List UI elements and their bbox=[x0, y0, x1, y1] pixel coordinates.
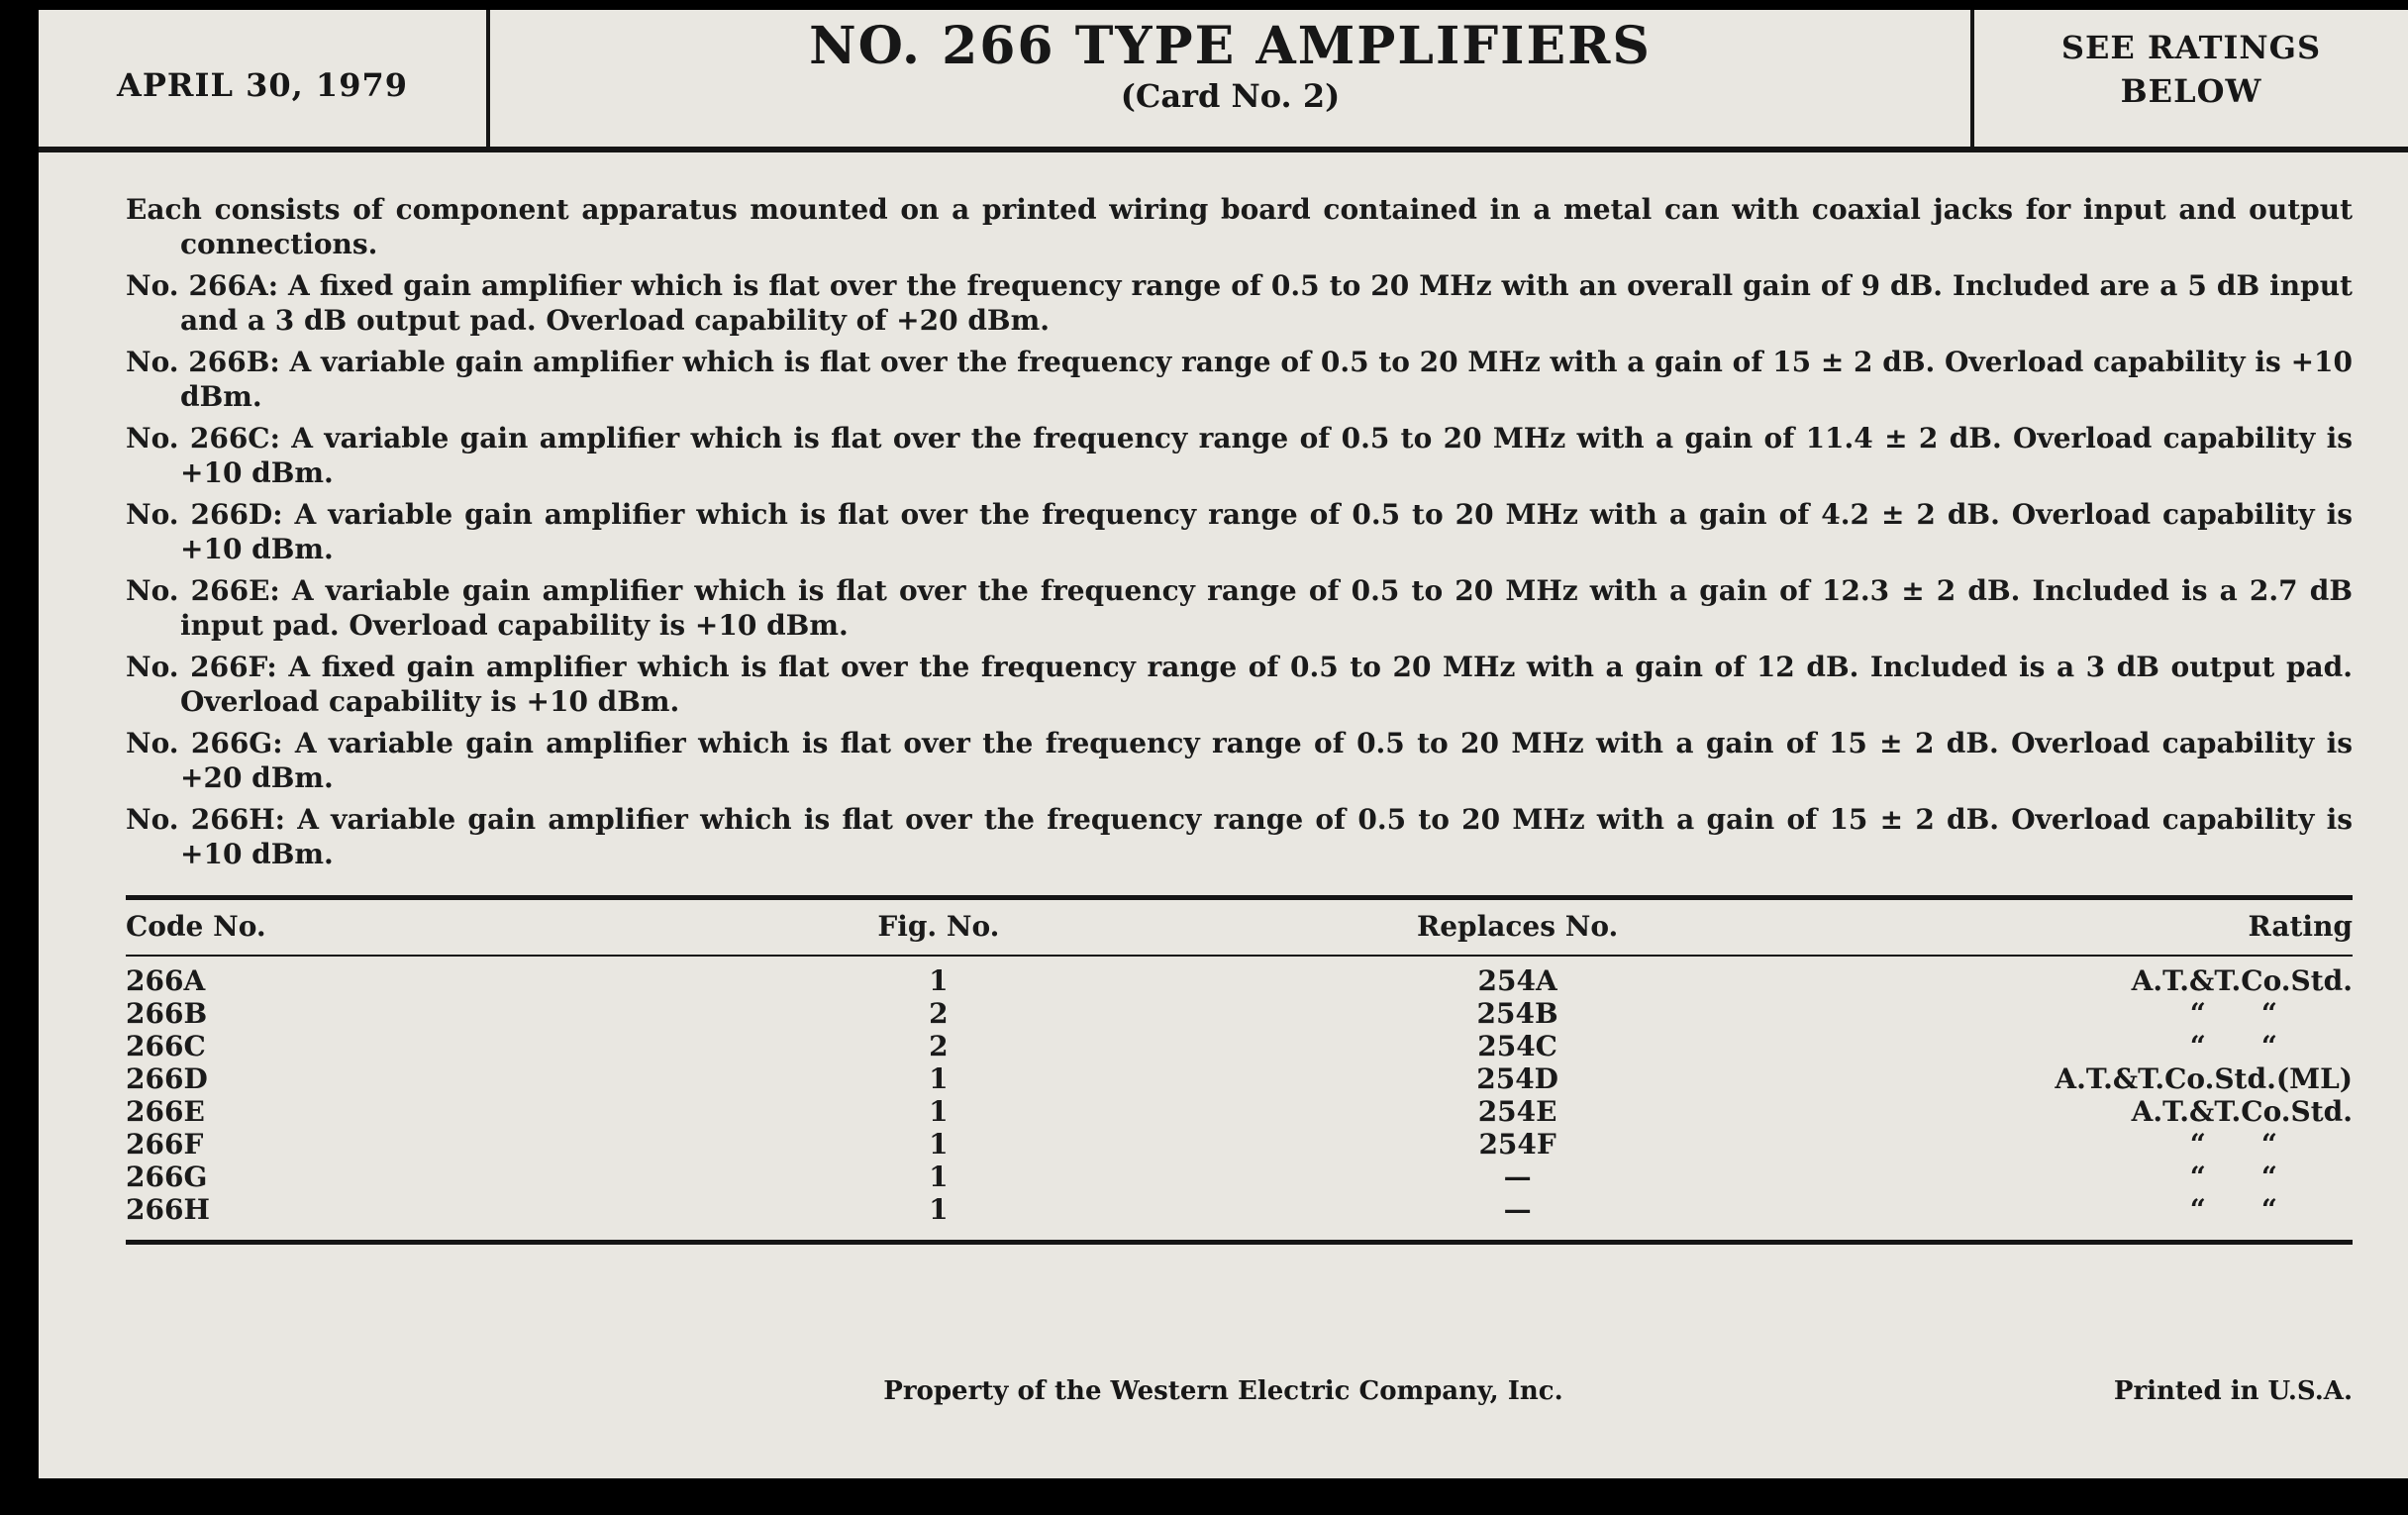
paragraph: No. 266A: A fixed gain amplifier which is flat over the frequency range of 0.5 to 20 MHz with an overall gain of 9 dB. Included are a 5 dB input and a 3 dB output pad. Overload capability of +20 dBm. bbox=[126, 269, 2353, 337]
body bbox=[39, 152, 2408, 1245]
footer bbox=[39, 1376, 2408, 1416]
ratings-note-line-2: BELOW bbox=[2120, 72, 2262, 110]
table-cell: 254D bbox=[1476, 1062, 1558, 1095]
column-header: Replaces No. bbox=[1217, 898, 1818, 957]
paper bbox=[39, 10, 2408, 1478]
table-cell: 2 bbox=[929, 1030, 949, 1062]
table-cell: “ “ bbox=[2189, 1128, 2277, 1161]
table-cell: 254F bbox=[1478, 1128, 1556, 1161]
paragraph: No. 266H: A variable gain amplifier which is flat over the frequency range of 0.5 to 20 MHz with a gain of 15 ± 2 dB. Overload capability is +10 dBm. bbox=[126, 803, 2353, 870]
page-subtitle: (Card No. 2) bbox=[1120, 77, 1341, 115]
table-row bbox=[126, 997, 2353, 1030]
printed-notice: Printed in U.S.A. bbox=[2113, 1376, 2353, 1406]
table-cell: 266C bbox=[126, 1030, 206, 1062]
table-cell: 266F bbox=[126, 1128, 204, 1161]
table-row bbox=[126, 1095, 2353, 1128]
header-title-cell bbox=[490, 10, 1970, 147]
table-head bbox=[126, 898, 2353, 957]
table-cell: 1 bbox=[929, 1062, 949, 1095]
table-row bbox=[126, 1128, 2353, 1161]
paragraphs bbox=[126, 192, 2353, 871]
table-row bbox=[126, 956, 2353, 997]
table-cell: 254B bbox=[1476, 997, 1558, 1030]
header-date-cell bbox=[39, 10, 490, 147]
table-cell: 266H bbox=[126, 1193, 210, 1226]
column-header: Fig. No. bbox=[660, 898, 1217, 957]
table-row bbox=[126, 1161, 2353, 1193]
date-text: APRIL 30, 1979 bbox=[117, 66, 408, 104]
table-cell: 266E bbox=[126, 1095, 205, 1128]
table-cell: “ “ bbox=[2189, 1193, 2277, 1226]
paragraph: No. 266F: A fixed gain amplifier which is flat over the frequency range of 0.5 to 20 MHz with a gain of 12 dB. Included is a 3 dB output pad. Overload capability is +10 dBm. bbox=[126, 651, 2353, 718]
table-cell: 266G bbox=[126, 1161, 208, 1193]
table-cell: A.T.&T.Co.Std. bbox=[2131, 964, 2353, 997]
ratings-note-line-1: SEE RATINGS bbox=[2060, 29, 2322, 66]
table-cell: 1 bbox=[929, 1161, 949, 1193]
table-cell: 1 bbox=[929, 1095, 949, 1128]
table-cell: 1 bbox=[929, 964, 949, 997]
table-row bbox=[126, 1062, 2353, 1095]
paragraph: No. 266C: A variable gain amplifier which is flat over the frequency range of 0.5 to 20 MHz with a gain of 11.4 ± 2 dB. Overload capability is +10 dBm. bbox=[126, 422, 2353, 489]
table-cell: A.T.&T.Co.Std. bbox=[2131, 1095, 2353, 1128]
table-cell: 1 bbox=[929, 1193, 949, 1226]
table-row bbox=[126, 1193, 2353, 1243]
table-cell: 266D bbox=[126, 1062, 208, 1095]
paragraph: No. 266B: A variable gain amplifier which is flat over the frequency range of 0.5 to 20 MHz with a gain of 15 ± 2 dB. Overload capability is +10 dBm. bbox=[126, 346, 2353, 413]
table-row bbox=[126, 1030, 2353, 1062]
table-cell: 266A bbox=[126, 964, 206, 997]
table-cell: “ “ bbox=[2189, 997, 2277, 1030]
page-title: NO. 266 TYPE AMPLIFIERS bbox=[809, 16, 1652, 76]
table-cell: 254E bbox=[1477, 1095, 1557, 1128]
table-body bbox=[126, 956, 2353, 1243]
paragraph: No. 266E: A variable gain amplifier which is flat over the frequency range of 0.5 to 20 MHz with a gain of 12.3 ± 2 dB. Included is a 2.7 dB input pad. Overload capability is +10 dBm. bbox=[126, 574, 2353, 642]
paragraph: No. 266D: A variable gain amplifier which is flat over the frequency range of 0.5 to 20 MHz with a gain of 4.2 ± 2 dB. Overload capability is +10 dBm. bbox=[126, 498, 2353, 565]
column-header: Code No. bbox=[126, 898, 660, 957]
table-cell: “ “ bbox=[2189, 1030, 2277, 1062]
paragraph: No. 266G: A variable gain amplifier which is flat over the frequency range of 0.5 to 20 MHz with a gain of 15 ± 2 dB. Overload capability is +20 dBm. bbox=[126, 727, 2353, 794]
table-cell: 254C bbox=[1477, 1030, 1557, 1062]
table-header-row bbox=[126, 898, 2353, 957]
table-cell: — bbox=[1503, 1193, 1532, 1226]
table-cell: 1 bbox=[929, 1128, 949, 1161]
header bbox=[39, 10, 2408, 152]
table-cell: 266B bbox=[126, 997, 208, 1030]
column-header: Rating bbox=[1818, 898, 2353, 957]
table-cell: “ “ bbox=[2189, 1161, 2277, 1193]
paragraph: Each consists of component apparatus mounted on a printed wiring board contained in a metal can with coaxial jacks for input and output connections. bbox=[126, 193, 2353, 260]
table-cell: 254A bbox=[1477, 964, 1557, 997]
table-cell: — bbox=[1503, 1161, 1532, 1193]
ratings-table bbox=[126, 895, 2353, 1245]
property-notice: Property of the Western Electric Company, Inc. bbox=[883, 1376, 1563, 1406]
table-cell: 2 bbox=[929, 997, 949, 1030]
table-cell: A.T.&T.Co.Std.(ML) bbox=[2055, 1062, 2353, 1095]
header-ratings-cell bbox=[1970, 10, 2408, 147]
